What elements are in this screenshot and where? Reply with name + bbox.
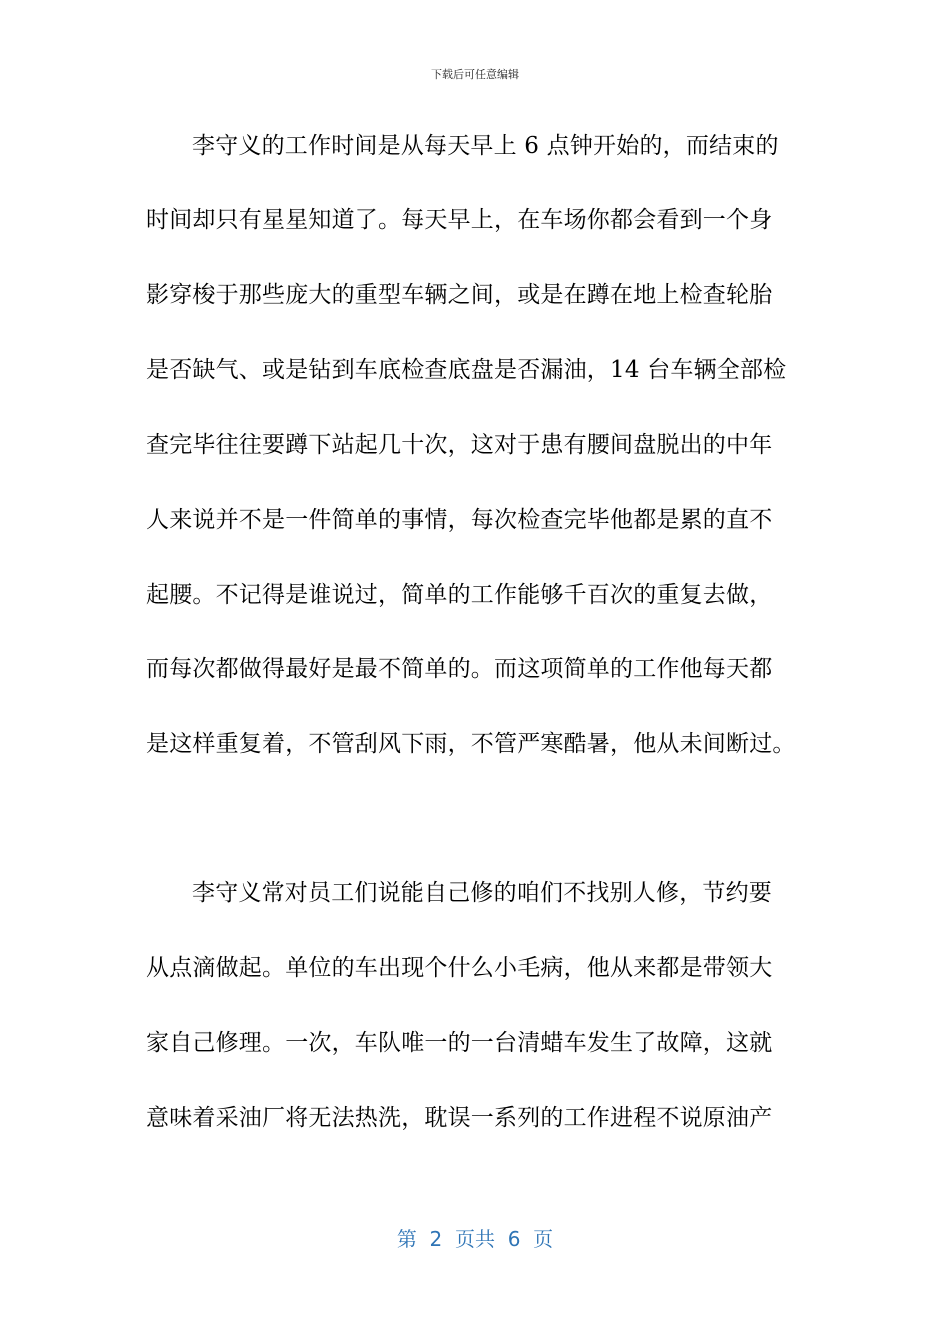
paragraph1-line-2: 时间却只有星星知道了。每天早上，在车场你都会看到一个身 — [146, 207, 773, 233]
paragraph1-line-1: 李守义的工作时间是从每天早上 6 点钟开始的，而结束的 — [192, 133, 779, 159]
paragraph2-line-3: 家自己修理。一次，车队唯一的一台清蜡车发生了故障，这就 — [146, 1030, 773, 1056]
paragraph1-line-8: 而每次都做得最好是最不简单的。而这项简单的工作他每天都 — [146, 656, 773, 682]
paragraph1-line-9: 是这样重复着，不管刮风下雨，不管严寒酷暑，他从未间断过。 — [146, 731, 796, 757]
paragraph1-line-4: 是否缺气、或是钻到车底检查底盘是否漏油，14 台车辆全部检 — [146, 357, 787, 383]
page-number-footer: 第 2 页共 6 页 — [396, 1227, 554, 1251]
header-note: 下载后可任意编辑 — [431, 68, 519, 81]
paragraph2-line-4: 意味着采油厂将无法热洗，耽误一系列的工作进程不说原油产 — [146, 1105, 773, 1131]
paragraph1-line-6: 人来说并不是一件简单的事情，每次检查完毕他都是累的直不 — [146, 507, 773, 533]
paragraph1-line-5: 查完毕往往要蹲下站起几十次，这对于患有腰间盘脱出的中年 — [146, 432, 773, 458]
paragraph1-line-7: 起腰。不记得是谁说过，简单的工作能够千百次的重复去做， — [146, 582, 773, 608]
paragraph1-line-3: 影穿梭于那些庞大的重型车辆之间，或是在蹲在地上检查轮胎 — [146, 282, 773, 308]
paragraph2-line-2: 从点滴做起。单位的车出现个什么小毛病，他从来都是带领大 — [146, 955, 773, 981]
paragraph2-line-1: 李守义常对员工们说能自己修的咱们不找别人修，节约要 — [192, 880, 772, 906]
